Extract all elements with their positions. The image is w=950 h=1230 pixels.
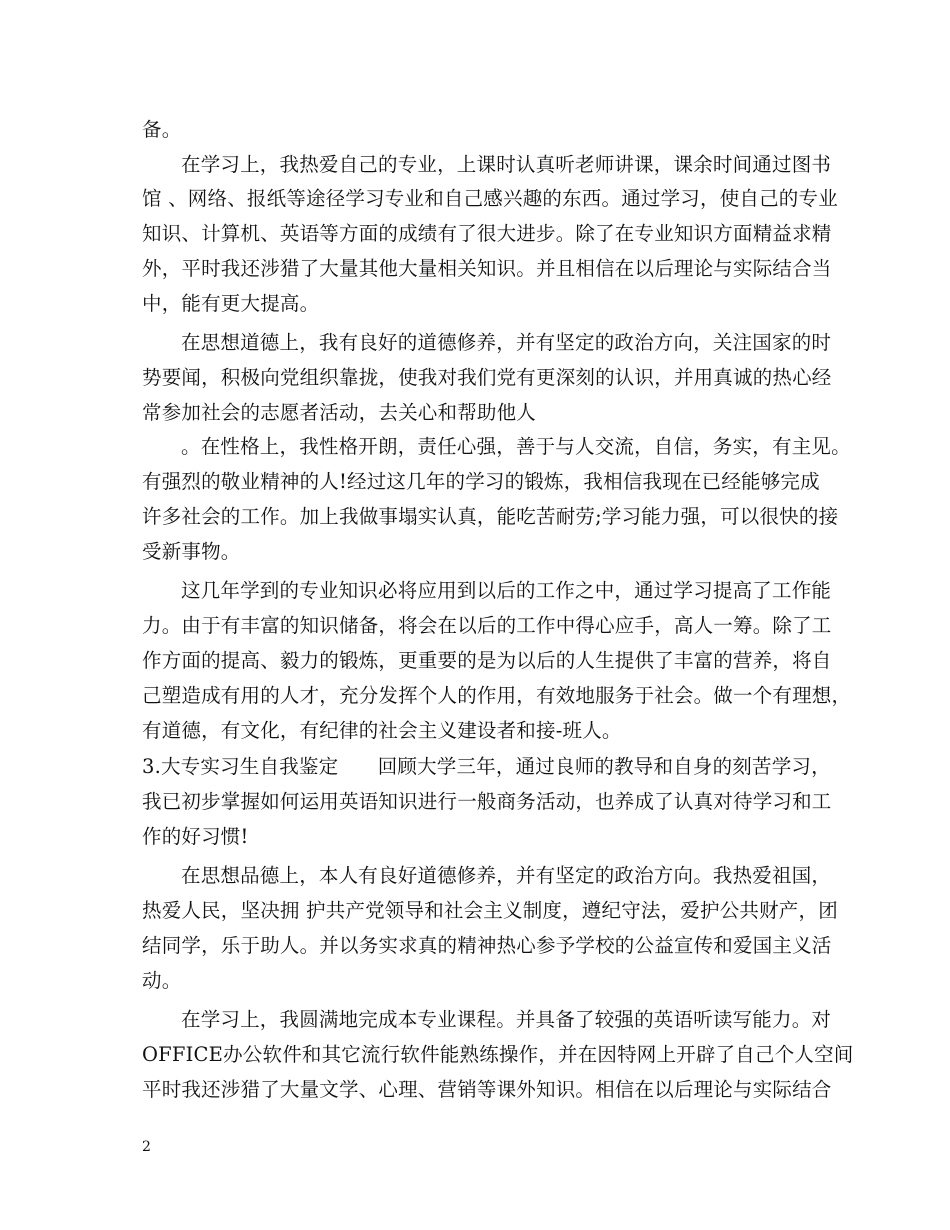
text-line: 动。 xyxy=(142,969,182,992)
text-line: 许多社会的工作。加上我做事塌实认真，能吃苦耐劳;学习能力强，可以很快的接 xyxy=(142,505,839,528)
text-line: 知识、计算机、英语等方面的成绩有了很大进步。除了在专业知识方面精益求精 xyxy=(142,222,832,245)
text-line: 势要闻，积极向党组织靠拢，使我对我们党有更深刻的认识，并用真诚的热心经 xyxy=(142,366,832,389)
paragraph-first-line: 在学习上，我热爱自己的专业，上课时认真听老师讲课，课余时间通过图书 xyxy=(181,153,832,176)
text-line: 作方面的提高、毅力的锻炼，更重要的是为以后的人生提供了丰富的营养，将自 xyxy=(142,649,832,672)
text-line: 作的好习惯! xyxy=(142,825,249,848)
page-number: 2 xyxy=(142,1139,151,1155)
text-line: 备。 xyxy=(142,118,182,141)
text-line: 力。由于有丰富的知识储备，将会在以后的工作中得心应手，高人一筹。除了工 xyxy=(142,614,832,637)
paragraph-first-line: 在思想品德上，本人有良好道德修养，并有坚定的政治方向。我热爱祖国， xyxy=(181,864,832,887)
text-line: 受新事物。 xyxy=(142,540,241,563)
text-line: 平时我还涉猎了大量文学、心理、营销等课外知识。相信在以后理论与实际结合 xyxy=(142,1078,832,1101)
text-line: 。在性格上，我性格开朗，责任心强，善于与人交流，自信，务实，有主见。 xyxy=(181,435,851,458)
text-line: 馆 、网络、报纸等途径学习专业和自己感兴趣的东西。通过学习，使自己的专业 xyxy=(142,187,838,210)
text-line: 外，平时我还涉猎了大量其他大量相关知识。并且相信在以后理论与实际结合当 xyxy=(142,257,832,280)
text-line: 热爱人民，坚决拥 护共产党领导和社会主义制度，遵纪守法，爱护公共财产，团 xyxy=(142,899,838,922)
text-line: 有强烈的敬业精神的人!经过这几年的学习的锻炼，我相信我现在已经能够完成 xyxy=(142,470,820,493)
text-line: 己塑造成有用的人才，充分发挥个人的作用，有效地服务于社会。做一个有理想， xyxy=(142,684,852,707)
text-line: 中，能有更大提高。 xyxy=(142,292,320,315)
text-line: 有道德，有文化，有纪律的社会主义建设者和接-班人。 xyxy=(142,719,622,742)
text-line: 我已初步掌握如何运用英语知识进行一般商务活动，也养成了认真对待学习和工 xyxy=(142,790,832,813)
paragraph-first-line: 在学习上，我圆满地完成本专业课程。并具备了较强的英语听读写能力。对 xyxy=(181,1008,832,1031)
text-line: 结同学，乐于助人。并以务实求真的精神热心参予学校的公益宣传和爱国主义活 xyxy=(142,934,832,957)
text-line: 常参加社会的志愿者活动，去关心和帮助他人 xyxy=(142,401,537,424)
paragraph-first-line: 在思想道德上，我有良好的道德修养，并有坚定的政治方向，关注国家的时 xyxy=(181,331,832,354)
paragraph-first-line: 这几年学到的专业知识必将应用到以后的工作之中，通过学习提高了工作能 xyxy=(181,579,832,602)
section-heading-line: 3.大专实习生自我鉴定 回顾大学三年，通过良师的教导和自身的刻苦学习， xyxy=(142,755,831,778)
text-line: OFFICE办公软件和其它流行软件能熟练操作，并在因特网上开辟了自己个人空间 xyxy=(142,1043,854,1066)
